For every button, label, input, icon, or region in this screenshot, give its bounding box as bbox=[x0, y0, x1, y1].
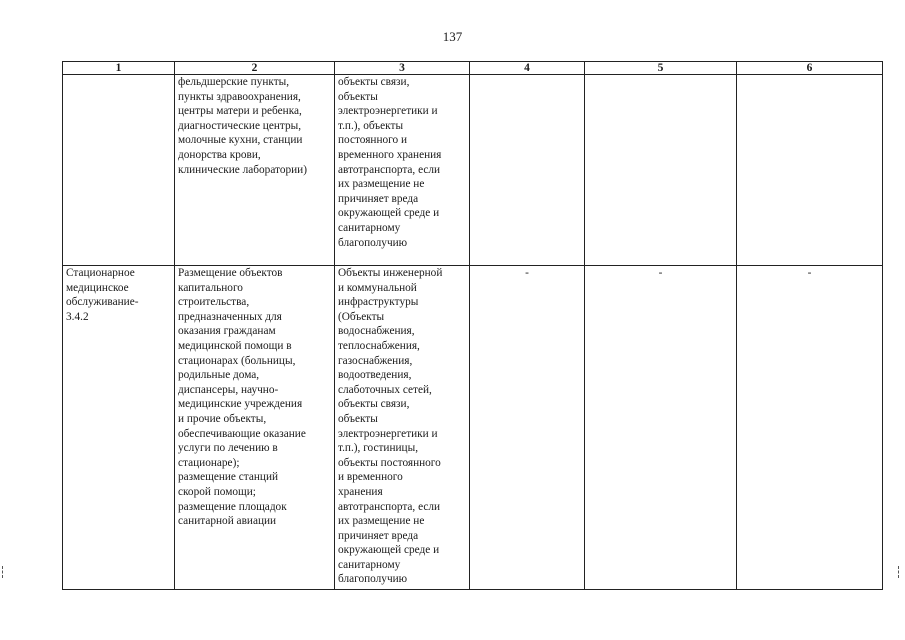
cell-col-6 bbox=[737, 75, 883, 266]
cell-col-5 bbox=[585, 75, 737, 266]
cell-text: - bbox=[807, 267, 812, 279]
page-number: 137 bbox=[442, 29, 463, 44]
header-col-4: 4 bbox=[470, 62, 585, 75]
cell-text: объекты связи, объекты электроэнергетики и т.п.), объекты постоянного и временного хранения автотранспорта, если их размещение не причиняет вреда окружающей среде и санитарному благополучию bbox=[338, 76, 442, 249]
header-col-2: 2 bbox=[175, 62, 335, 75]
cell-col-6 bbox=[737, 266, 883, 590]
scan-edge-mark-right bbox=[898, 566, 902, 578]
scan-edge-mark-left bbox=[2, 566, 6, 578]
cell-auxiliary-uses bbox=[335, 266, 470, 590]
cell-col-4 bbox=[470, 75, 585, 266]
cell-description bbox=[175, 266, 335, 590]
table-body bbox=[63, 75, 883, 590]
cell-land-use-type bbox=[63, 75, 175, 266]
header-col-1: 1 bbox=[63, 62, 175, 75]
cell-land-use-type bbox=[63, 266, 175, 590]
cell-description bbox=[175, 75, 335, 266]
cell-text: - bbox=[658, 267, 663, 279]
table-header bbox=[63, 62, 883, 75]
cell-text: Объекты инженерной и коммунальной инфраструктуры (Объекты водоснабжения, теплоснабжения, газоснабжения, водоотведения, слаботочных сетей, объекты связи, объекты электроэнергетики и т.п.), гостиницы, объекты постоянного и временного хранения автотранспорта, если их размещение не причиняет вреда окружающей среде и санитарному благополучию bbox=[338, 267, 443, 586]
table-row bbox=[63, 75, 883, 266]
cell-text: фельдшерские пункты, пункты здравоохранения, центры матери и ребенка, диагностические центры, молочные кухни, станции донорства крови, клинические лаборатории) bbox=[178, 76, 307, 176]
cell-col-5 bbox=[585, 266, 737, 590]
table-row bbox=[63, 266, 883, 590]
zoning-table bbox=[62, 61, 883, 590]
header-col-5: 5 bbox=[585, 62, 737, 75]
header-col-3: 3 bbox=[335, 62, 470, 75]
cell-auxiliary-uses bbox=[335, 75, 470, 266]
cell-text: Размещение объектов капитального строительства, предназначенных для оказания гражданам медицинской помощи в стационарах (больницы, родильные дома, диспансеры, научно- медицинские учреждения и прочие объекты, обеспечивающие оказание услуги по лечению в стационаре); размещение станций скорой помощи; размещение площадок санитарной авиации bbox=[178, 267, 306, 528]
cell-text: Стационарное медицинское обслуживание- 3.4.2 bbox=[66, 267, 139, 323]
cell-text: - bbox=[525, 267, 529, 279]
header-col-6: 6 bbox=[737, 62, 883, 75]
cell-col-4 bbox=[470, 266, 585, 590]
header-row bbox=[63, 62, 883, 75]
